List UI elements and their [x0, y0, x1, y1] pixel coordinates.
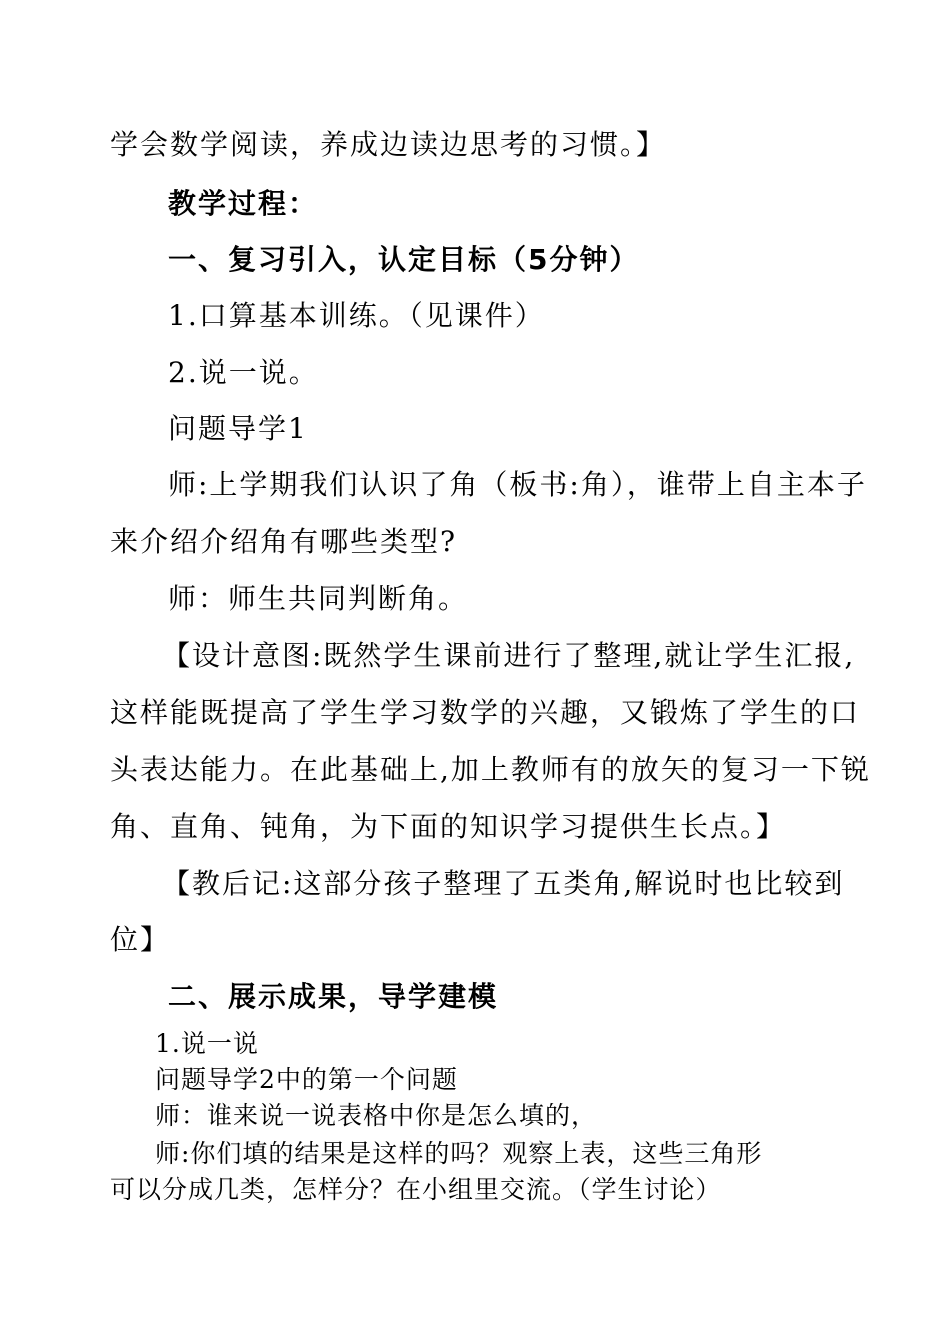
list-item-2: 2.说一说。: [168, 356, 319, 389]
design-intent-line-4: 角、直角、钝角，为下面的知识学习提供生长点。】: [110, 810, 787, 843]
teacher-line-1b: 来介绍介绍角有哪些类型?: [110, 525, 458, 558]
teacher-line-4a: 师:你们填的结果是这样的吗？观察上表，这些三角形: [155, 1139, 763, 1168]
design-intent-line-3: 头表达能力。在此基础上,加上教师有的放矢的复习一下锐: [110, 753, 871, 786]
heading-teaching-process: 教学过程：: [168, 187, 319, 220]
paragraph-line-continuation: 学会数学阅读，养成边读边思考的习惯。】: [110, 128, 667, 161]
design-intent-line-1: 【设计意图:既然学生课前进行了整理,就让学生汇报,: [162, 639, 856, 672]
list-item-1: 1.口算基本训练。（见课件）: [168, 299, 545, 332]
guided-question-2: 问题导学2中的第一个问题: [155, 1065, 458, 1094]
guided-question-1: 问题导学1: [168, 412, 308, 445]
teacher-line-4b: 可以分成几类，怎样分？在小组里交流。（学生讨论）: [110, 1175, 722, 1204]
design-intent-line-2: 这样能既提高了学生学习数学的兴趣，又锻炼了学生的口: [110, 696, 861, 729]
post-lesson-note-line-2: 位】: [110, 923, 171, 956]
section-heading-2: 二、展示成果，导学建模: [168, 980, 499, 1013]
section-heading-1: 一、复习引入，认定目标（5分钟）: [168, 243, 640, 276]
teacher-line-3: 师：谁来说一说表格中你是怎么填的，: [155, 1101, 598, 1130]
teacher-line-1a: 师:上学期我们认识了角（板书:角），谁带上自主本子: [168, 468, 867, 501]
teacher-line-2: 师：师生共同判断角。: [168, 582, 469, 615]
post-lesson-note-line-1: 【教后记:这部分孩子整理了五类角,解说时也比较到: [162, 867, 845, 900]
list-item-say: 1.说一说: [155, 1029, 259, 1058]
